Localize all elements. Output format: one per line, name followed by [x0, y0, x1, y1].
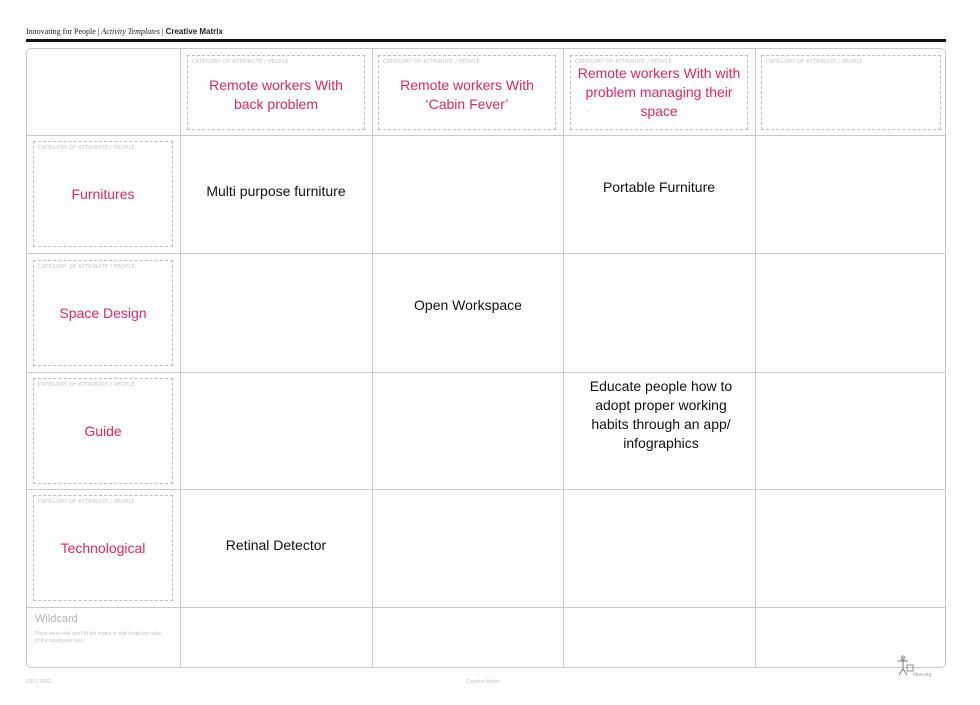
creative-matrix: [26, 48, 946, 668]
idea-open-workspace[interactable]: Open Workspace: [414, 297, 522, 313]
column-label-3: Remote workers With with problem managing their space: [577, 65, 741, 119]
header-section: Activity Templates: [101, 27, 160, 36]
grid-line: [372, 49, 373, 667]
row-hint: CATEGORY OF ATTRIBUTE / PEOPLE: [38, 145, 135, 151]
row-hint: CATEGORY OF ATTRIBUTE / PEOPLE: [38, 264, 135, 270]
idea-multi-purpose-furniture[interactable]: Multi purpose furniture: [206, 183, 346, 199]
column-header-box-4[interactable]: [761, 55, 941, 130]
document-header: [26, 27, 223, 36]
column-hint: CATEGORY OF ATTRIBUTE / PEOPLE: [575, 59, 672, 65]
column-header-box-2[interactable]: [378, 55, 556, 130]
grid-line: [27, 372, 945, 373]
footer-center: Creative Matrix: [466, 679, 500, 685]
row-header-box-3[interactable]: [33, 378, 173, 484]
column-header-box-1[interactable]: [187, 55, 365, 130]
header-org: Innovating for People |: [26, 27, 100, 36]
idea-portable-furniture[interactable]: Portable Furniture: [602, 179, 716, 195]
column-hint: CATEGORY OF ATTRIBUTE / PEOPLE: [383, 59, 480, 65]
idea-retinal-detector[interactable]: Retinal Detector: [225, 537, 327, 553]
column-label-2: Remote workers With ‘Cabin Fever’: [400, 76, 534, 112]
grid-line: [180, 49, 181, 667]
grid-line: [27, 135, 945, 136]
row-hint: CATEGORY OF ATTRIBUTE / PEOPLE: [38, 499, 135, 505]
column-label-1: Remote workers With back problem: [209, 76, 343, 112]
grid-line: [27, 489, 945, 490]
wildcard-description: Place ideas that don't fit the matrix or that break the rules of the categories here.: [35, 631, 162, 644]
row-label-1: Furnitures: [71, 186, 135, 202]
row-hint: CATEGORY OF ATTRIBUTE / PEOPLE: [38, 382, 135, 388]
column-hint: CATEGORY OF ATTRIBUTE / PEOPLE: [766, 59, 863, 65]
row-header-box-4[interactable]: [33, 495, 173, 601]
grid-line: [27, 253, 945, 254]
row-label-4: Technological: [60, 540, 146, 556]
column-label-4: [762, 56, 940, 129]
grid-line: [755, 49, 756, 667]
row-label-3: Guide: [84, 423, 122, 439]
row-header-box-1[interactable]: [33, 141, 173, 247]
grid-line: [563, 49, 564, 667]
column-header-box-3[interactable]: [570, 55, 748, 130]
row-label-2: Space Design: [59, 305, 147, 321]
column-hint: CATEGORY OF ATTRIBUTE / PEOPLE: [192, 59, 289, 65]
grid-line: [27, 607, 945, 608]
logo-text: Ideo.org: [913, 672, 932, 678]
idea-educate-habits[interactable]: Educate people how to adopt proper working habits through an app/ infographics: [589, 378, 733, 451]
header-separator: |: [161, 27, 164, 36]
header-rule: [26, 39, 946, 42]
row-header-box-2[interactable]: [33, 260, 173, 366]
footer-left: IDEO.ORG: [26, 679, 52, 685]
header-title: Creative Matrix: [165, 27, 223, 36]
wildcard-title: Wildcard: [35, 613, 78, 625]
